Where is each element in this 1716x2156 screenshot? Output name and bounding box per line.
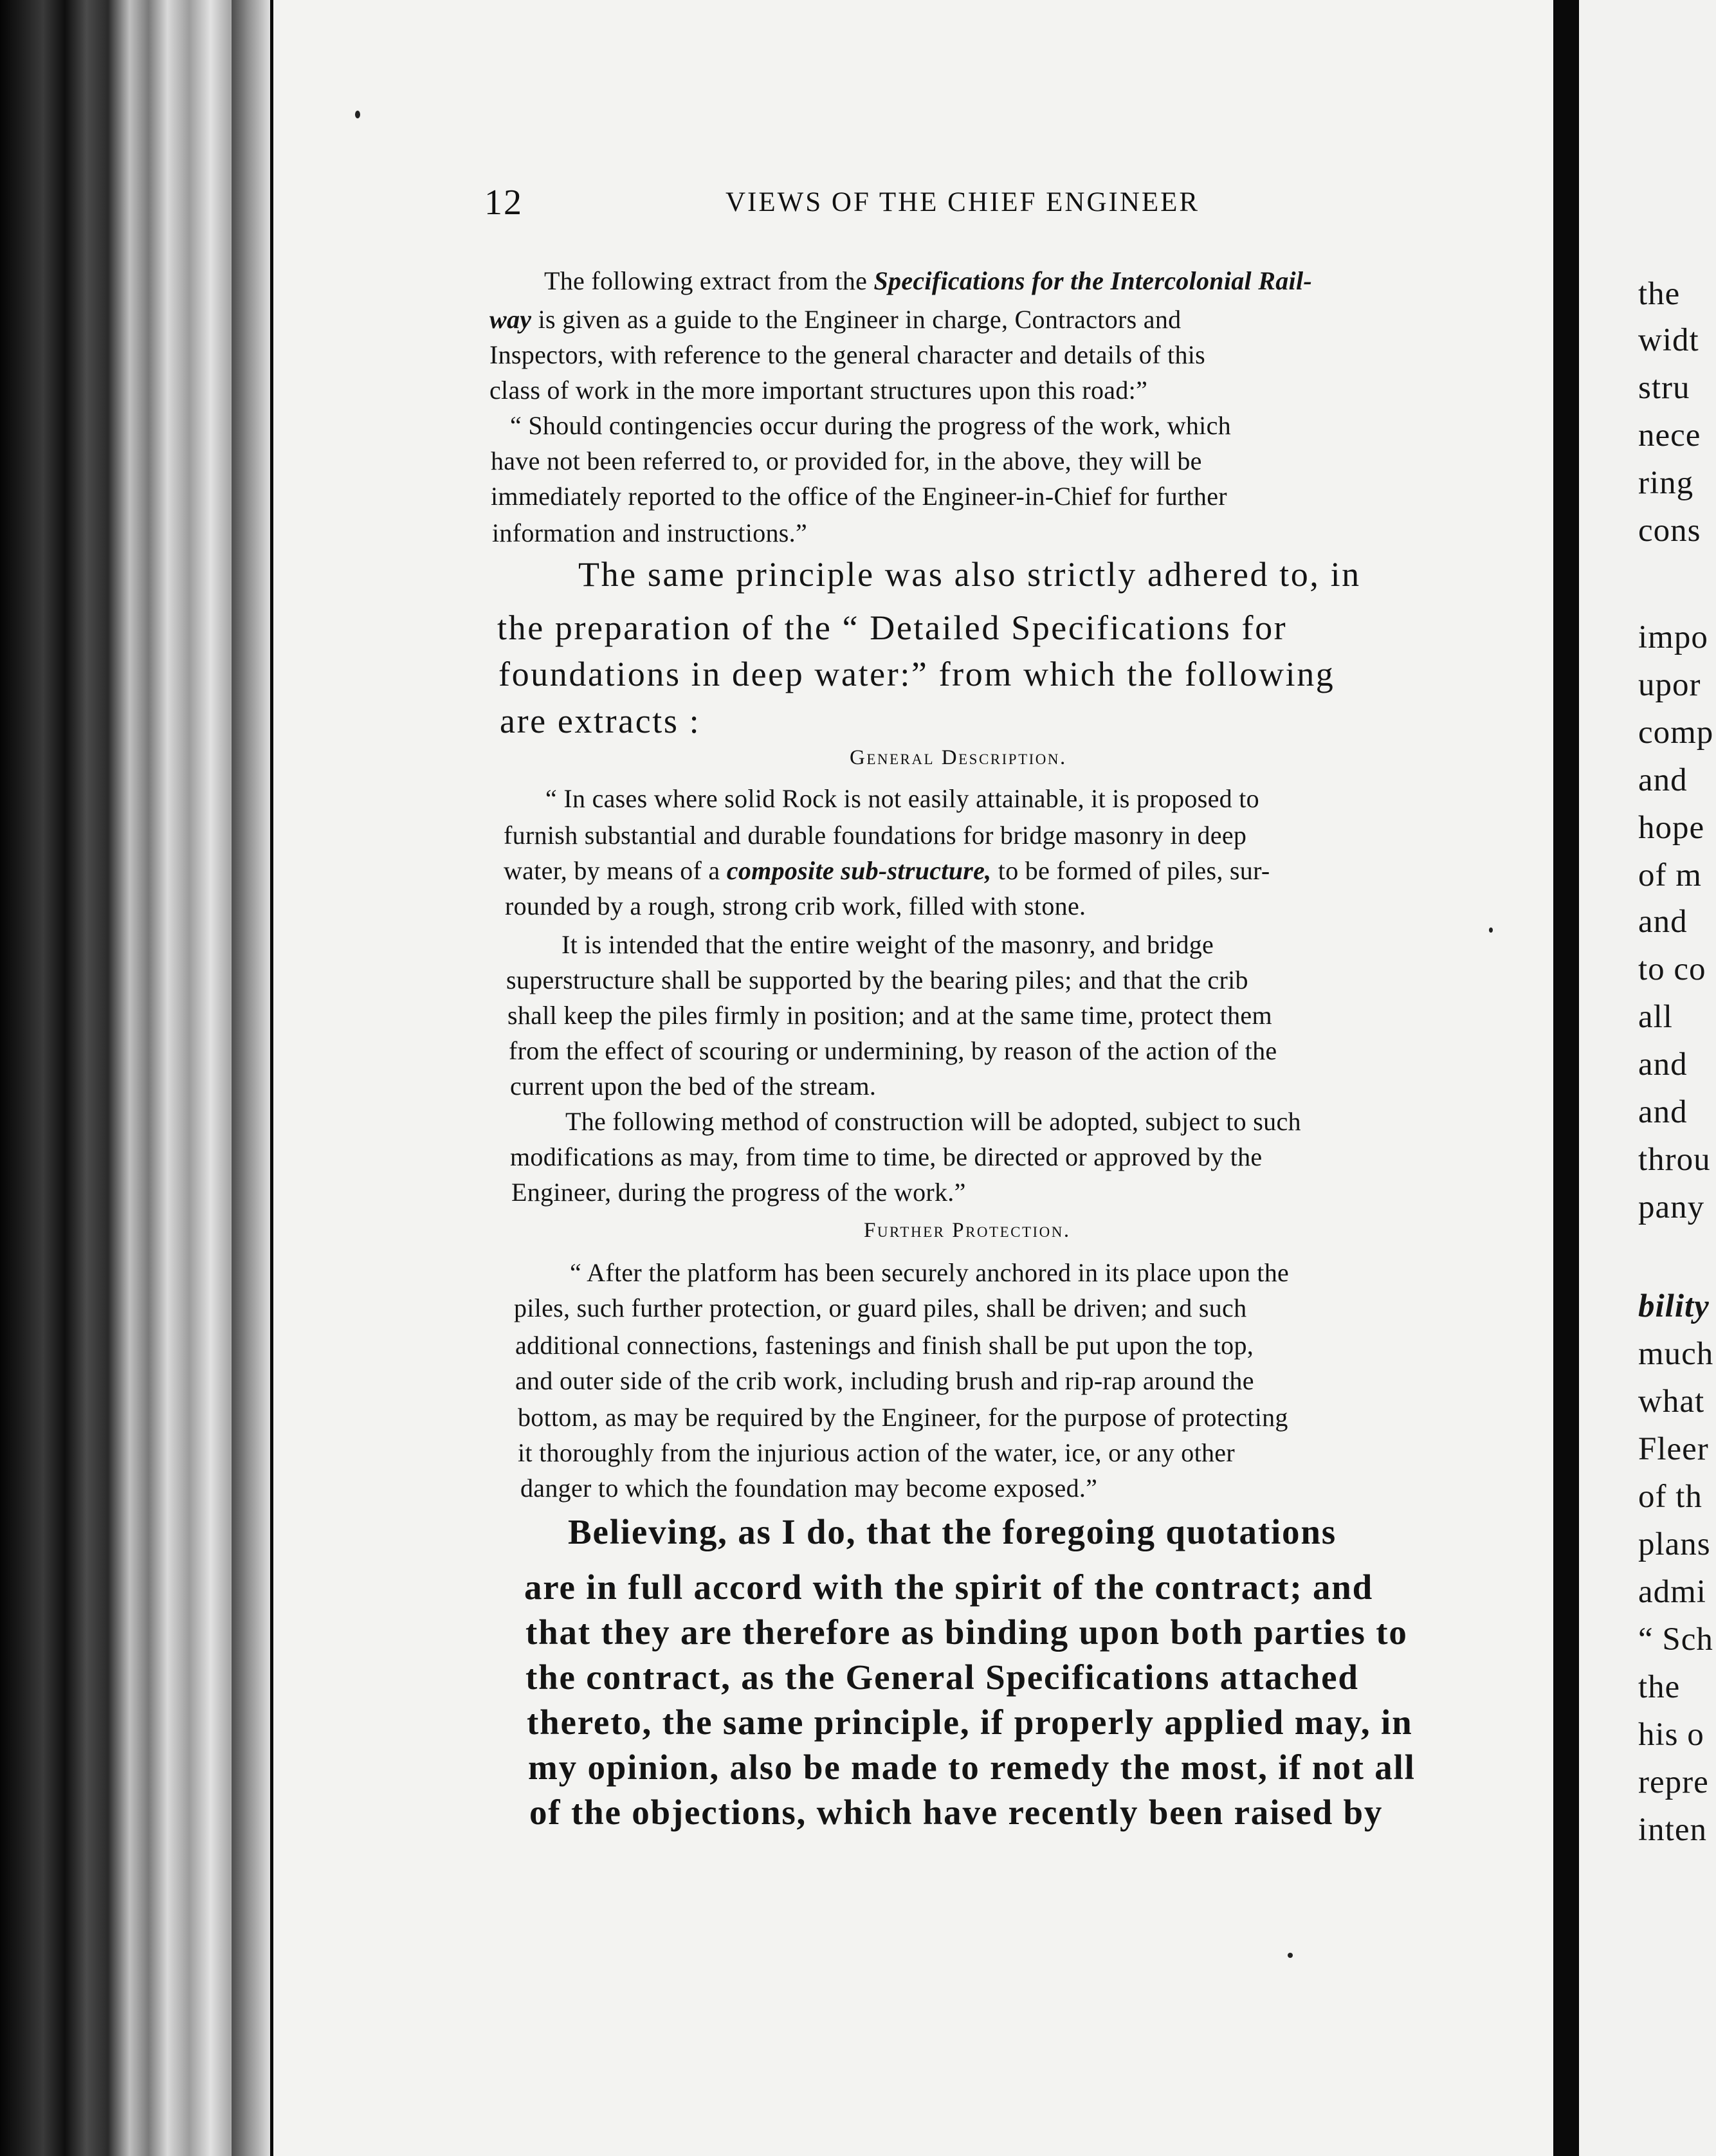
text-line: information and instructions.” (492, 518, 808, 547)
facing-line: admi (1638, 1574, 1706, 1610)
facing-line: nece (1638, 417, 1701, 453)
facing-line: pany (1638, 1189, 1705, 1225)
text-line: The following method of construction will be adopted, subject to such (565, 1107, 1301, 1136)
text-line: of the objections, which have recently been raised by (529, 1793, 1383, 1832)
text-line: the contract, as the General Specifications attached (525, 1658, 1359, 1697)
facing-line: to co (1638, 951, 1706, 987)
text-line: way is given as a guide to the Engineer in charge, Contractors and (489, 305, 1182, 334)
text-line: the preparation of the “ Detailed Specifications for (497, 608, 1288, 647)
facing-line: comp (1638, 715, 1714, 751)
book-binding-edge (0, 0, 270, 2156)
text-line: that they are therefore as binding upon both parties to (525, 1612, 1408, 1652)
facing-line: what (1638, 1384, 1705, 1420)
text-line: It is intended that the entire weight of the masonry, and bridge (561, 930, 1214, 959)
facing-line: and (1638, 904, 1688, 940)
facing-line: plans (1638, 1526, 1711, 1562)
text-line: my opinion, also be made to remedy the most, if not all (528, 1748, 1416, 1787)
text-line: rounded by a rough, strong crib work, filled with stone. (505, 891, 1086, 920)
text-line: class of work in the more important structures upon this road:” (489, 376, 1148, 405)
text-line: “ After the platform has been securely anchored in its place upon the (570, 1258, 1290, 1287)
text-line: from the effect of scouring or undermining, by reason of the action of the (509, 1036, 1277, 1065)
facing-line: bility (1638, 1288, 1710, 1324)
text-line: piles, such further protection, or guard piles, shall be driven; and such (514, 1293, 1247, 1322)
facing-line: repre (1638, 1764, 1709, 1800)
text-line: are extracts : (500, 702, 701, 740)
facing-line: widt (1638, 322, 1699, 358)
text-line: water, by means of a composite sub-structure, to be formed of piles, sur- (504, 856, 1270, 885)
text-line: Believing, as I do, that the foregoing quotations (568, 1512, 1337, 1551)
facing-line: and (1638, 1046, 1688, 1083)
facing-line: his o (1638, 1717, 1704, 1753)
facing-line: all (1638, 999, 1673, 1035)
text-line: additional connections, fastenings and finish shall be put upon the top, (515, 1331, 1254, 1360)
facing-line: inten (1638, 1812, 1707, 1848)
text-line: The following extract from the Specifications for the Intercolonial Rail- (544, 266, 1312, 295)
ink-speck (1489, 927, 1493, 933)
text-line: “ In cases where solid Rock is not easily attainable, it is proposed to (545, 784, 1259, 813)
text-line: The same principle was also strictly adhered to, in (578, 555, 1361, 594)
text-line: and outer side of the crib work, including brush and rip-rap around the (515, 1366, 1254, 1395)
text-line: have not been referred to, or provided for, in the above, they will be (491, 446, 1202, 475)
text-line: furnish substantial and durable foundations for bridge masonry in deep (504, 821, 1247, 850)
text-line: current upon the bed of the stream. (510, 1072, 877, 1101)
text-line: it thoroughly from the injurious action of the water, ice, or any other (518, 1438, 1235, 1467)
facing-page (1579, 0, 1716, 2156)
page-gutter (1553, 0, 1579, 2156)
ink-speck (355, 111, 360, 118)
text-line: danger to which the foundation may become exposed.” (520, 1474, 1098, 1503)
text-line: Inspectors, with reference to the general character and details of this (489, 340, 1206, 369)
facing-line: and (1638, 762, 1688, 798)
text-line: bottom, as may be required by the Engineer, for the purpose of protecting (518, 1403, 1288, 1432)
facing-line: of m (1638, 857, 1702, 893)
text-line: are in full accord with the spirit of the contract; and (524, 1567, 1374, 1607)
text-line: Engineer, during the progress of the work.” (511, 1178, 966, 1207)
section-heading-general-description: General Description. (850, 746, 1067, 769)
facing-line: cons (1638, 513, 1701, 549)
binding-shadow (232, 0, 277, 2156)
page-number: 12 (484, 183, 523, 223)
facing-line: hope (1638, 810, 1705, 846)
text-line: superstructure shall be supported by the bearing piles; and that the crib (506, 965, 1248, 994)
section-heading-further-protection: Further Protection. (864, 1219, 1071, 1242)
facing-line: upor (1638, 667, 1701, 703)
facing-line: much (1638, 1336, 1714, 1372)
text-line: shall keep the piles firmly in position; and at the same time, protect them (507, 1001, 1272, 1030)
facing-line: ring (1638, 465, 1694, 501)
text-line: thereto, the same principle, if properly applied may, in (527, 1703, 1413, 1742)
facing-line: and (1638, 1094, 1688, 1130)
text-line: modifications as may, from time to time, be directed or approved by the (510, 1142, 1263, 1171)
ink-speck (1288, 1953, 1293, 1958)
running-head: VIEWS OF THE CHIEF ENGINEER (726, 187, 1200, 217)
facing-line: the (1638, 1669, 1681, 1705)
facing-line: “ Sch (1638, 1622, 1713, 1658)
text-line: foundations in deep water:” from which the following (498, 655, 1335, 693)
facing-line: stru (1638, 370, 1690, 406)
text-line: “ Should contingencies occur during the progress of the work, which (510, 411, 1231, 440)
facing-line: throu (1638, 1142, 1711, 1178)
facing-line: of th (1638, 1479, 1702, 1515)
facing-line: Fleer (1638, 1431, 1709, 1467)
facing-line: impo (1638, 619, 1708, 655)
text-line: immediately reported to the office of the Engineer-in-Chief for further (491, 482, 1227, 511)
facing-line: the (1638, 276, 1681, 312)
